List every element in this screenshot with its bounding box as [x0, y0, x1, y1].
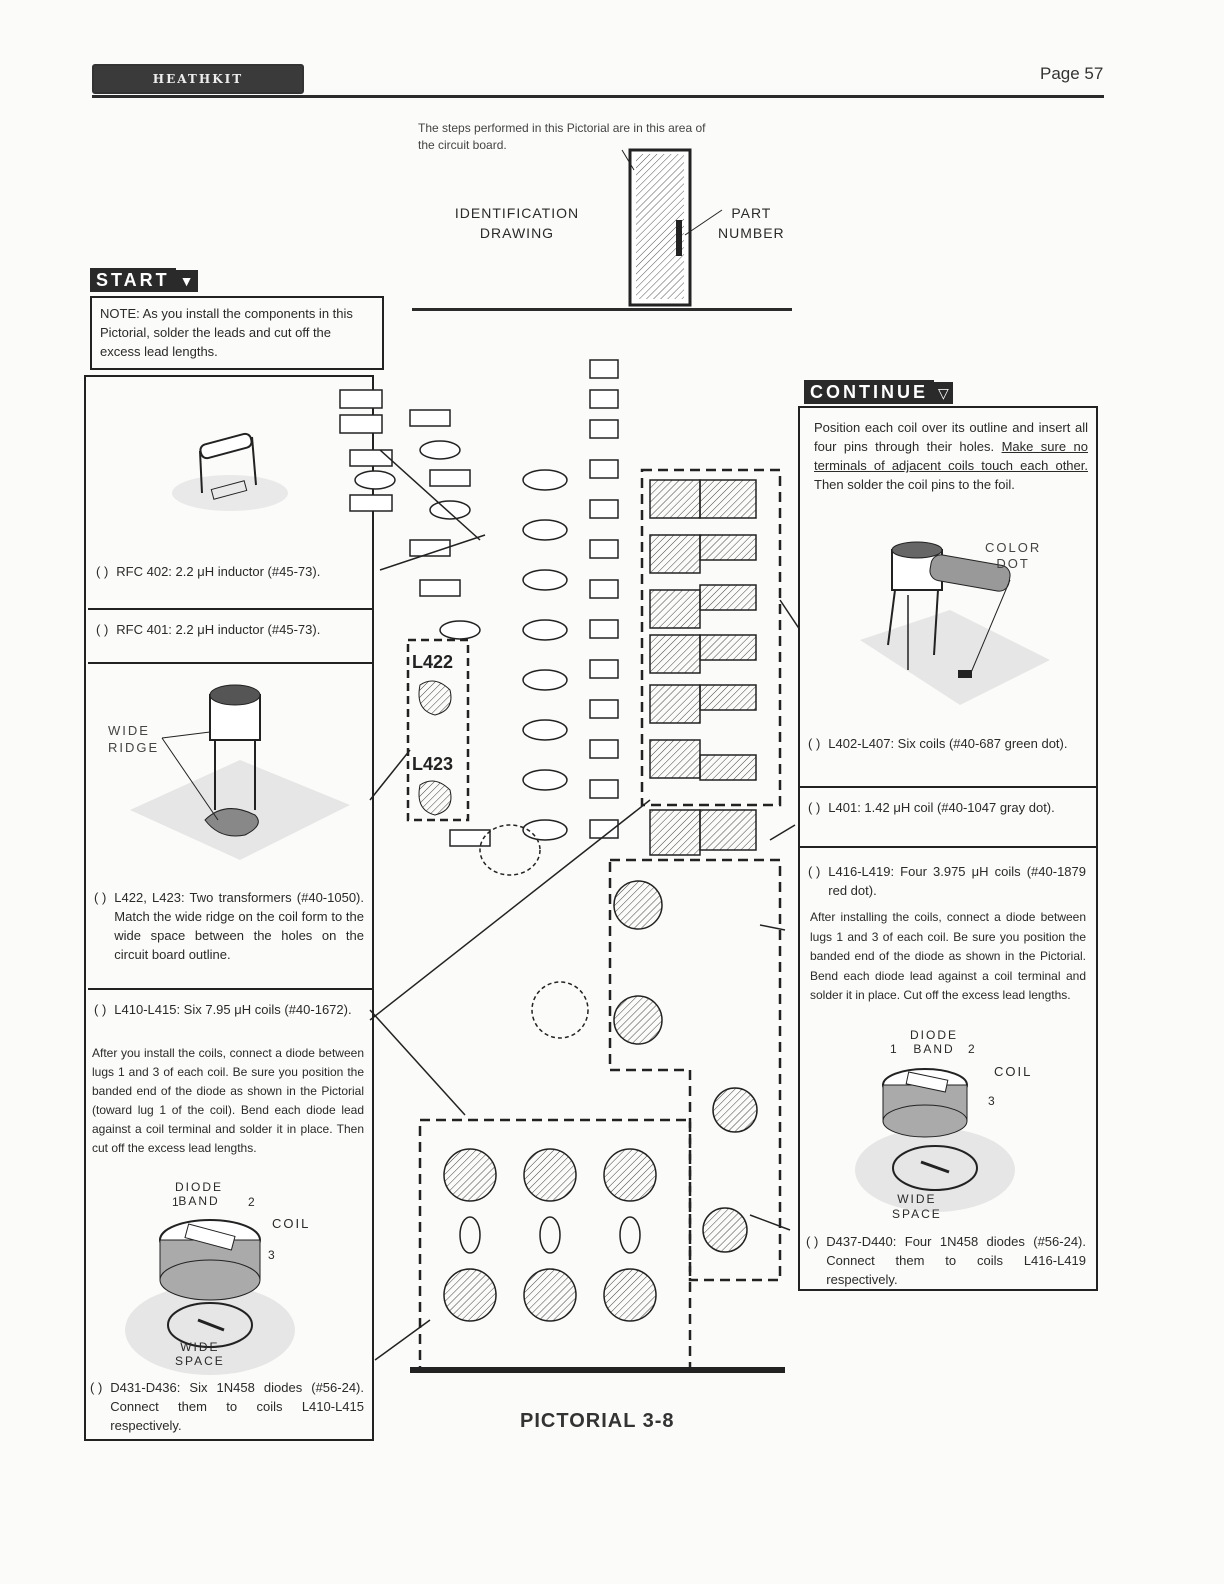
checkbox[interactable]: ( ): [90, 1380, 103, 1395]
step-l401: ( ) L401: 1.42 μH coil (#40-1047 gray dot).: [808, 800, 1055, 815]
circuit-board-pictorial: [320, 330, 800, 1390]
identification-rule: [412, 308, 792, 311]
lug-label: 2: [248, 1195, 255, 1209]
right-instructions: After installing the coils, connect a diode between lugs 1 and 3 of each coil. Be sure you position the banded end of the diode as shown in the Pictorial. Bend each diode lead against a coil terminal and solder it in place. Cut off the excess lead lengths.: [810, 910, 1086, 1002]
continue-header: CONTINUE ▽: [804, 382, 953, 403]
color-dot-label: COLOR DOT: [985, 540, 1042, 571]
identification-drawing: [600, 140, 730, 315]
pictorial-caption: PICTORIAL 3-8: [520, 1410, 675, 1432]
step-rfc401: ( ) RFC 401: 2.2 μH inductor (#45-73).: [96, 622, 321, 637]
checkbox[interactable]: ( ): [96, 622, 109, 637]
page-number: Page 57: [1040, 64, 1104, 83]
left-wide-space-label: WIDE SPACE: [175, 1340, 225, 1368]
right-coil-label: COIL: [994, 1064, 1033, 1079]
checkbox[interactable]: ( ): [808, 736, 821, 751]
arrow-down-icon: ▼: [176, 270, 198, 292]
step-l402-l407: ( ) L402-L407: Six coils (#40-687 green dot).: [808, 736, 1068, 751]
right-wide-space-label: WIDE SPACE: [892, 1192, 942, 1221]
step-rfc402: ( ) RFC 402: 2.2 μH inductor (#45-73).: [96, 564, 321, 579]
continue-text: Position each coil over its outline and insert all four pins through their holes. Make sure no terminals of adjacent coils touch each other. Then solder the coil pins to the foil.: [814, 420, 1088, 492]
left-coil-label: COIL: [272, 1216, 311, 1231]
divider: [800, 786, 1096, 788]
rfc-inductor-illustration: [160, 415, 300, 525]
checkbox[interactable]: ( ): [808, 800, 821, 815]
step-d431-d436: ( ) D431-D436: Six 1N458 diodes (#56-24). Connect them to coils L410-L415 respectively.: [90, 1380, 364, 1433]
step-l410-l415: ( ) L410-L415: Six 7.95 μH coils (#40-1672).: [94, 1002, 352, 1017]
arrow-down-icon: ▽: [934, 382, 953, 404]
left-instructions: After you install the coils, connect a diode between lugs 1 and 3 of each coil. Be sure you position the banded end of the diode as shown in the Pictorial (toward lug 1 of the coil). Bend each diode lead against a coil terminal and solder it in place. Then cut off the excess lead lengths.: [92, 1046, 364, 1155]
checkbox[interactable]: ( ): [806, 1234, 819, 1249]
start-header: START ▼: [90, 270, 198, 291]
start-note: NOTE: As you install the components in this Pictorial, solder the leads and cut off the excess lead lengths.: [90, 296, 384, 370]
checkbox[interactable]: ( ): [808, 864, 821, 879]
lug-label: 2: [968, 1042, 975, 1056]
divider: [800, 846, 1096, 848]
identification-note: The steps performed in this Pictorial are in this area of the circuit board.: [418, 121, 706, 152]
lug-label: 1: [890, 1042, 897, 1056]
checkbox[interactable]: ( ): [94, 1002, 107, 1017]
right-diode-band-label: DIODE BAND: [910, 1028, 959, 1056]
l423-label: L423: [412, 754, 454, 774]
header-rule: [92, 95, 1104, 98]
checkbox[interactable]: ( ): [96, 564, 109, 579]
step-d437-d440: ( ) D437-D440: Four 1N458 diodes (#56-24). Connect them to coils L416-L419 respectively.: [806, 1234, 1086, 1287]
lug-label: 3: [988, 1094, 995, 1108]
heathkit-logo: HEATHKIT: [92, 64, 304, 94]
step-l416-l419: ( ) L416-L419: Four 3.975 μH coils (#40-1879 red dot).: [808, 864, 1086, 898]
lug-label: 3: [268, 1248, 275, 1262]
step-l422-l423: ( ) L422, L423: Two transformers (#40-1050). Match the wide ridge on the coil form to the wide space between the holes on the circuit board outline.: [94, 890, 364, 962]
part-number-label: PART NUMBER: [718, 205, 785, 241]
checkbox[interactable]: ( ): [94, 890, 107, 905]
wide-ridge-label: WIDE RIDGE: [108, 723, 160, 755]
l422-label: L422: [412, 652, 454, 672]
lug-label: 1: [172, 1195, 179, 1209]
left-diode-band-label: DIODE BAND: [175, 1180, 224, 1208]
identification-drawing-label: IDENTIFICATION DRAWING: [454, 205, 580, 241]
